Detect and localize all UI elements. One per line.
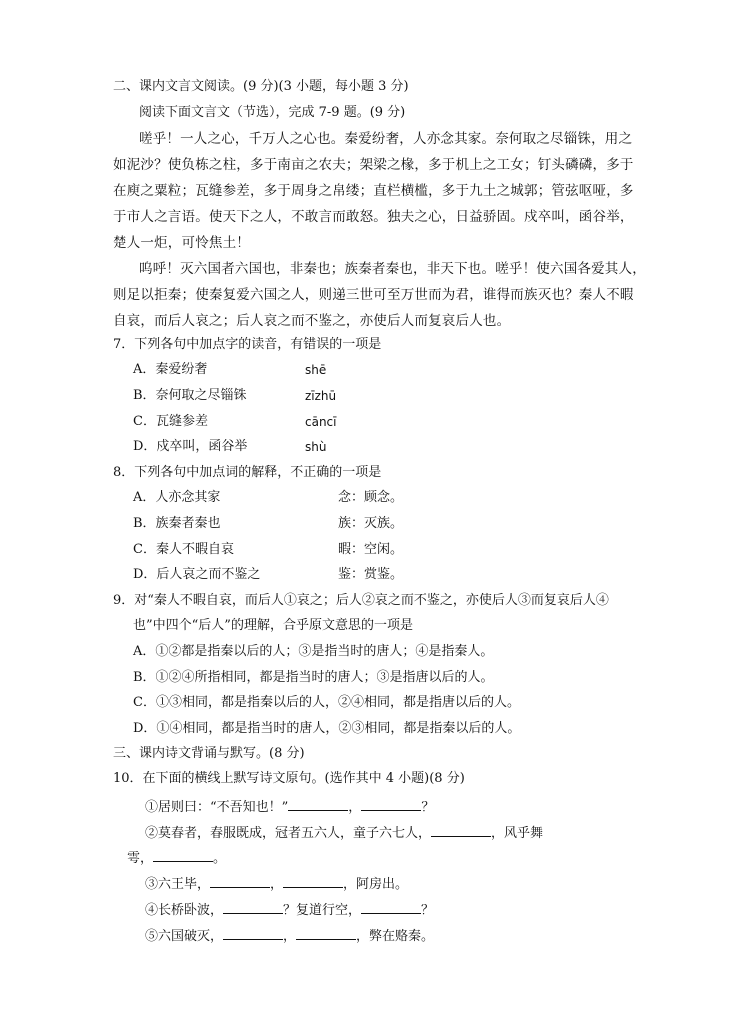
q9-stem-line-2: 也”中四个“后人”的理解，合乎原文意思的一项是 xyxy=(133,618,413,633)
q10-item-4-text: ④长桥卧波， xyxy=(145,903,224,918)
answer-blank[interactable] xyxy=(361,797,421,811)
q7-option-c-pinyin: cāncī xyxy=(305,415,337,429)
q10-item-5: ⑤六国破灭， ， ，弊在赂秦。 xyxy=(145,926,434,946)
answer-blank[interactable] xyxy=(296,926,356,940)
answer-blank[interactable] xyxy=(288,797,348,811)
q7-option-d: D．戍卒叫，函谷举 xyxy=(133,439,248,454)
passage-line-6: 呜呼！灭六国者六国也，非秦也；族秦者秦也，非天下也。嗟乎！使六国各爱其人， xyxy=(139,261,646,277)
passage-line-4: 于市人之言语。使天下之人，不敢言而敢怒。独夫之心，日益骄固。戍卒叫，函谷举， xyxy=(113,209,634,225)
answer-blank[interactable] xyxy=(431,823,491,837)
q7-option-c: C．瓦缝参差 xyxy=(133,414,208,429)
section-3-heading: 三、课内诗文背诵与默写。(8 分) xyxy=(113,746,305,761)
q8-option-a-gloss: 念：顾念。 xyxy=(338,490,404,505)
q8-stem: 8．下列各句中加点词的解释，不正确的一项是 xyxy=(113,465,382,480)
q10-item-2-text: ②莫春者，春服既成，冠者五六人，童子六七人， xyxy=(145,826,432,841)
q8-option-c-gloss: 暇：空闲。 xyxy=(338,542,404,557)
q10-item-3-text: ③六王毕， xyxy=(145,877,211,892)
q9-stem-line-1: 9．对“秦人不暇自哀，而后人①哀之；后人②哀之而不鉴之，亦使后人③而复哀后人④ xyxy=(113,593,609,608)
q9-option-d: D．①④相同，都是指当时的唐人，②③相同，都是指秦以后的人。 xyxy=(133,721,521,736)
q8-option-d-gloss: 鉴：赏鉴。 xyxy=(338,567,404,582)
q9-option-b: B．①②④所指相同，都是指当时的唐人；③是指唐以后的人。 xyxy=(133,670,494,685)
q8-option-c: C．秦人不暇自哀 xyxy=(133,542,234,557)
answer-blank[interactable] xyxy=(210,874,270,888)
q10-item-2: ②莫春者，春服既成，冠者五六人，童子六七人， ，风乎舞 xyxy=(145,823,543,843)
q10-stem: 10．在下面的横线上默写诗文原句。(选作其中 4 小题)(8 分) xyxy=(113,771,465,786)
q10-item-5-text: ⑤六国破灭， xyxy=(145,929,224,944)
q7-option-b-pinyin: zīzhū xyxy=(305,389,337,403)
q7-option-a-pinyin: shē xyxy=(305,363,327,377)
passage-line-8: 自哀，而后人哀之；后人哀之而不鉴之，亦使后人而复哀后人也。 xyxy=(113,313,511,329)
q10-item-3: ③六王毕， ， ，阿房出。 xyxy=(145,874,408,894)
passage-line-3: 在庾之粟粒；瓦缝参差，多于周身之帛缕；直栏横槛，多于九土之城郭；管弦呕哑，多 xyxy=(113,183,634,199)
q10-item-2-continued: 雩， 。 xyxy=(127,848,226,868)
passage-line-2: 如泥沙？使负栋之柱，多于南亩之农夫；架梁之椽，多于机上之工女；钉头磷磷，多于 xyxy=(113,157,634,173)
q10-item-1-text: ①居则曰：“不吾知也！” xyxy=(145,800,289,815)
q10-item-1: ①居则曰：“不吾知也！” ， ？ xyxy=(145,797,434,817)
q7-option-d-pinyin: shù xyxy=(305,440,327,454)
q8-option-b-gloss: 族：灭族。 xyxy=(338,516,404,531)
answer-blank[interactable] xyxy=(283,874,343,888)
answer-blank[interactable] xyxy=(361,900,421,914)
q8-option-d: D．后人哀之而不鉴之 xyxy=(133,567,261,582)
answer-blank[interactable] xyxy=(223,900,283,914)
q7-option-a: A．秦爱纷奢 xyxy=(133,362,208,377)
section-2-heading: 二、课内文言文阅读。(9 分)(3 小题，每小题 3 分) xyxy=(113,79,409,94)
q7-option-b: B．奈何取之尽锱铢 xyxy=(133,388,247,403)
passage-line-5: 楚人一炬，可怜焦土！ xyxy=(113,235,250,251)
passage-line-7: 则足以拒秦；使秦复爱六国之人，则递三世可至万世而为君，谁得而族灭也？秦人不暇 xyxy=(113,287,634,303)
q9-option-c: C．①③相同，都是指秦以后的人，②④相同，都是指唐以后的人。 xyxy=(133,695,520,710)
passage-line-1: 嗟乎！一人之心，千万人之心也。秦爱纷奢，人亦念其家。奈何取之尽锱铢，用之 xyxy=(139,131,633,147)
reading-instruction: 阅读下面文言文（节选），完成 7-9 题。(9 分) xyxy=(139,105,406,120)
q7-stem: 7．下列各句中加点字的读音，有错误的一项是 xyxy=(113,337,382,352)
q9-option-a: A．①②都是指秦以后的人；③是指当时的唐人；④是指秦人。 xyxy=(133,644,494,659)
answer-blank[interactable] xyxy=(223,926,283,940)
q8-option-a: A．人亦念其家 xyxy=(133,490,221,505)
q8-option-b: B．族秦者秦也 xyxy=(133,516,221,531)
q10-item-4: ④长桥卧波， ？复道行空， ？ xyxy=(145,900,434,920)
answer-blank[interactable] xyxy=(153,848,213,862)
